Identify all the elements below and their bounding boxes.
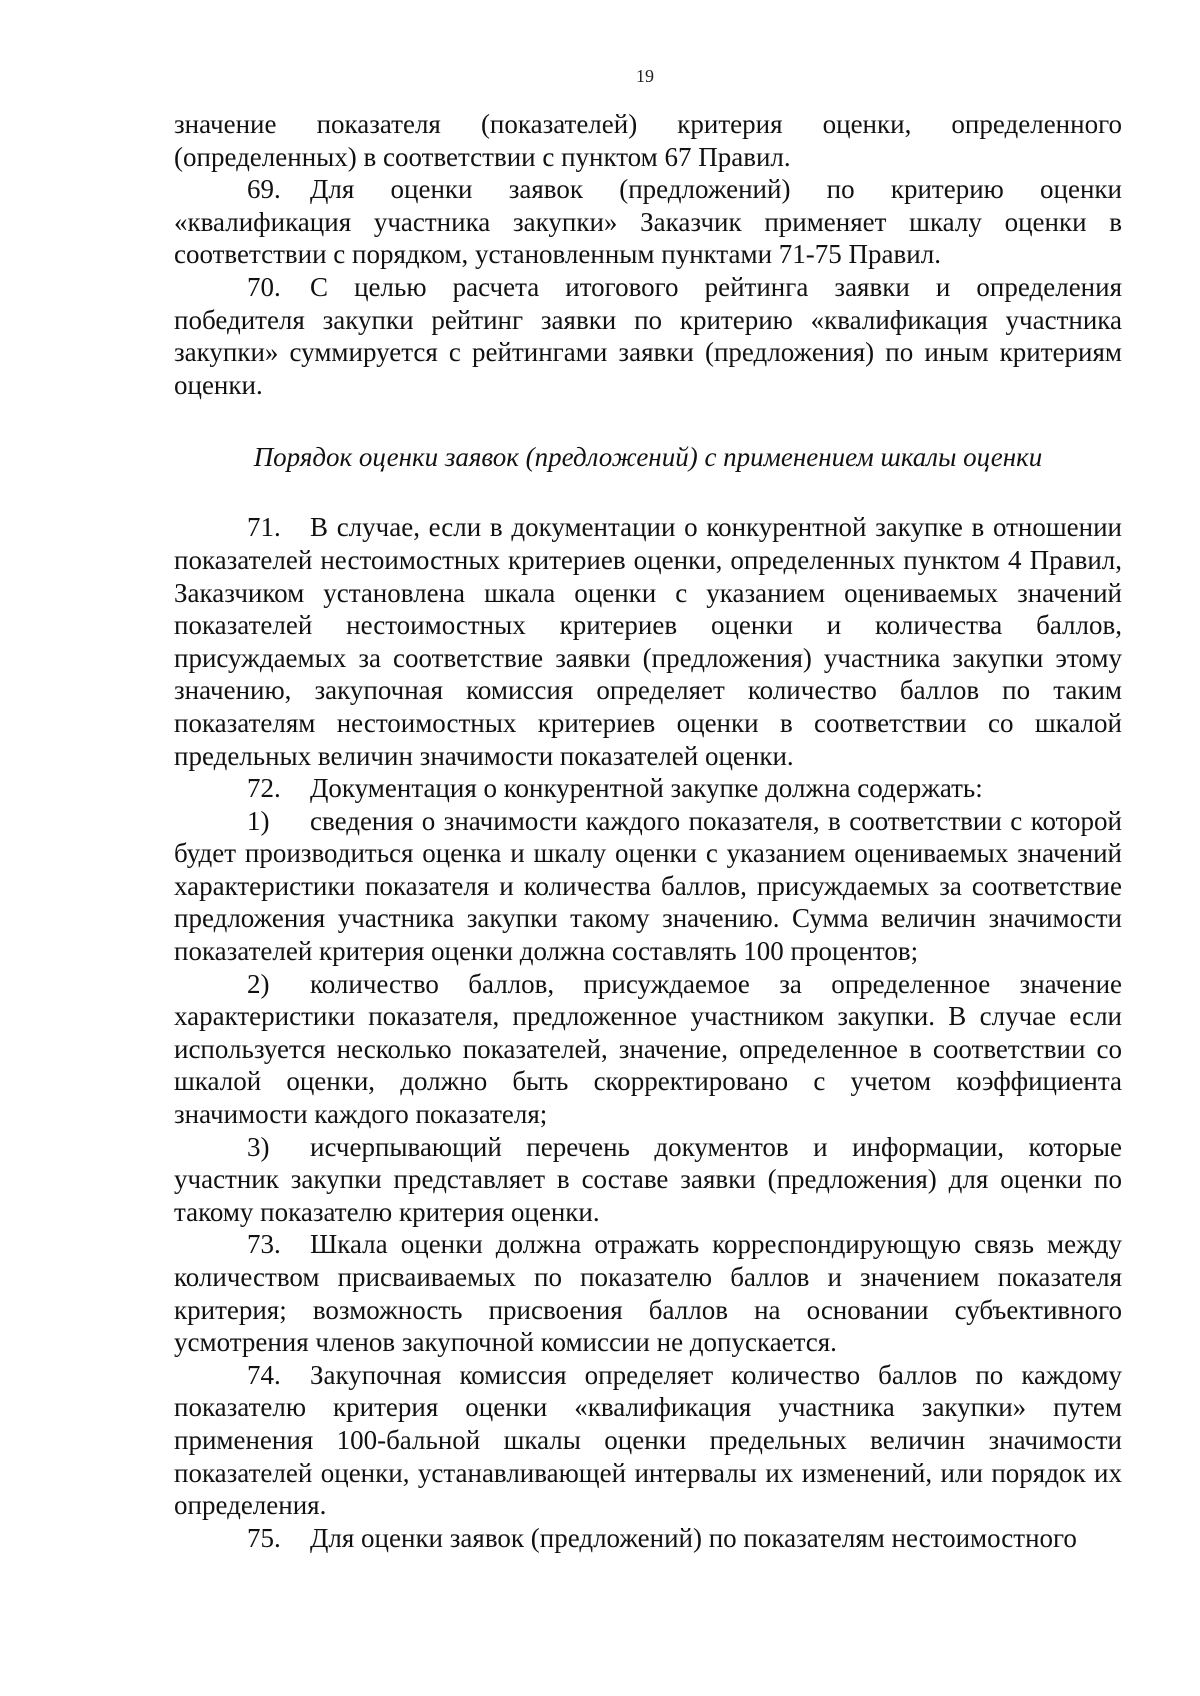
list-item-text: исчерпывающий перечень документов и информации, которые участник закупки представляет в составе заявки (предложения) для оценки по такому показателю критерия оценки. [174,1131,1122,1227]
paragraph-number: 72. [247,773,281,804]
paragraph-number: 75. [247,1522,281,1553]
paragraph-71 [174,511,1122,772]
list-item-text: количество баллов, присуждаемое за определенное значение характеристики показателя, предложенное участником закупки. В случае если используется несколько показателей, значение, определенное в соответствии со шкалой оценки, должно быть скорректировано с учетом коэффициента значимости каждого показателя; [174,968,1122,1130]
paragraph-number: 73. [247,1229,281,1260]
paragraph-text: С целью расчета итогового рейтинга заявки и определения победителя закупки рейтинг заявки по критерию «квалификация участника закупки» суммируется с рейтингами заявки (предложения) по иным критериям оценки. [174,271,1122,400]
paragraph-73 [174,1228,1122,1358]
section-heading: Порядок оценки заявок (предложений) с применением шкалы оценки [253,442,1043,473]
paragraph-text: Для оценки заявок (предложений) по показателям нестоимостного [310,1522,1077,1553]
paragraph-number: 70. [247,271,281,302]
paragraph-text: Документация о конкурентной закупке должна содержать: [310,773,983,804]
paragraph-75 [174,1522,1122,1555]
paragraph-69 [174,173,1122,271]
paragraph-72 [174,772,1122,805]
paragraph-number: 71. [247,512,281,543]
list-item-2 [174,968,1122,1131]
paragraph-continuation: значение показателя (показателей) критерия оценки, определенного (определенных) в соответствии с пунктом 67 Правил. [174,109,1122,172]
paragraph-74 [174,1359,1122,1522]
paragraph-number: 69. [247,174,281,205]
paragraph-text: Для оценки заявок (предложений) по критерию оценки «квалификация участника закупки» Заказчик применяет шкалу оценки в соответствии с порядком, установленным пунктами 71-75 Правил. [174,174,1122,270]
paragraph-text: Шкала оценки должна отражать корреспондирующую связь между количеством присваиваемых по показателю баллов и значением показателя критерия; возможность присвоения баллов на основании субъективного усмотрения членов закупочной комиссии не допускается. [174,1229,1122,1358]
paragraph-text: Закупочная комиссия определяет количество баллов по каждому показателю критерия оценки «квалификация участника закупки» путем применения 100-бальной шкалы оценки предельных величин значимости показателей оценки, устанавливающей интервалы их изменений, или порядок их определения. [174,1359,1122,1521]
list-item-number: 3) [247,1131,270,1162]
document-body [174,108,1122,1554]
list-item-1 [174,805,1122,968]
paragraph-70 [174,271,1122,401]
list-item-number: 2) [247,968,270,999]
list-item-text: сведения о значимости каждого показателя, в соответствии с которой будет производиться оценка и шкалу оценки с указанием оцениваемых значений характеристики показателя и количества баллов, присуждаемых за соответствие предложения участника закупки такому значению. Сумма величин значимости показателей критерия оценки должна составлять 100 процентов; [174,805,1122,967]
page-number: 19 [636,66,654,86]
paragraph-text: В случае, если в документации о конкурентной закупке в отношении показателей нестоимостных критериев оценки, определенных пунктом 4 Правил, Заказчиком установлена шкала оценки с указанием оцениваемых значений показателей нестоимостных критериев оценки и количества баллов, присуждаемых за соответствие заявки (предложения) участника закупки этому значению, закупочная комиссия определяет количество баллов по таким показателям нестоимостных критериев оценки в соответствии со шкалой предельных величин значимости показателей оценки. [174,512,1122,771]
paragraph-number: 74. [247,1359,281,1390]
list-item-3 [174,1131,1122,1229]
list-item-number: 1) [247,805,270,836]
